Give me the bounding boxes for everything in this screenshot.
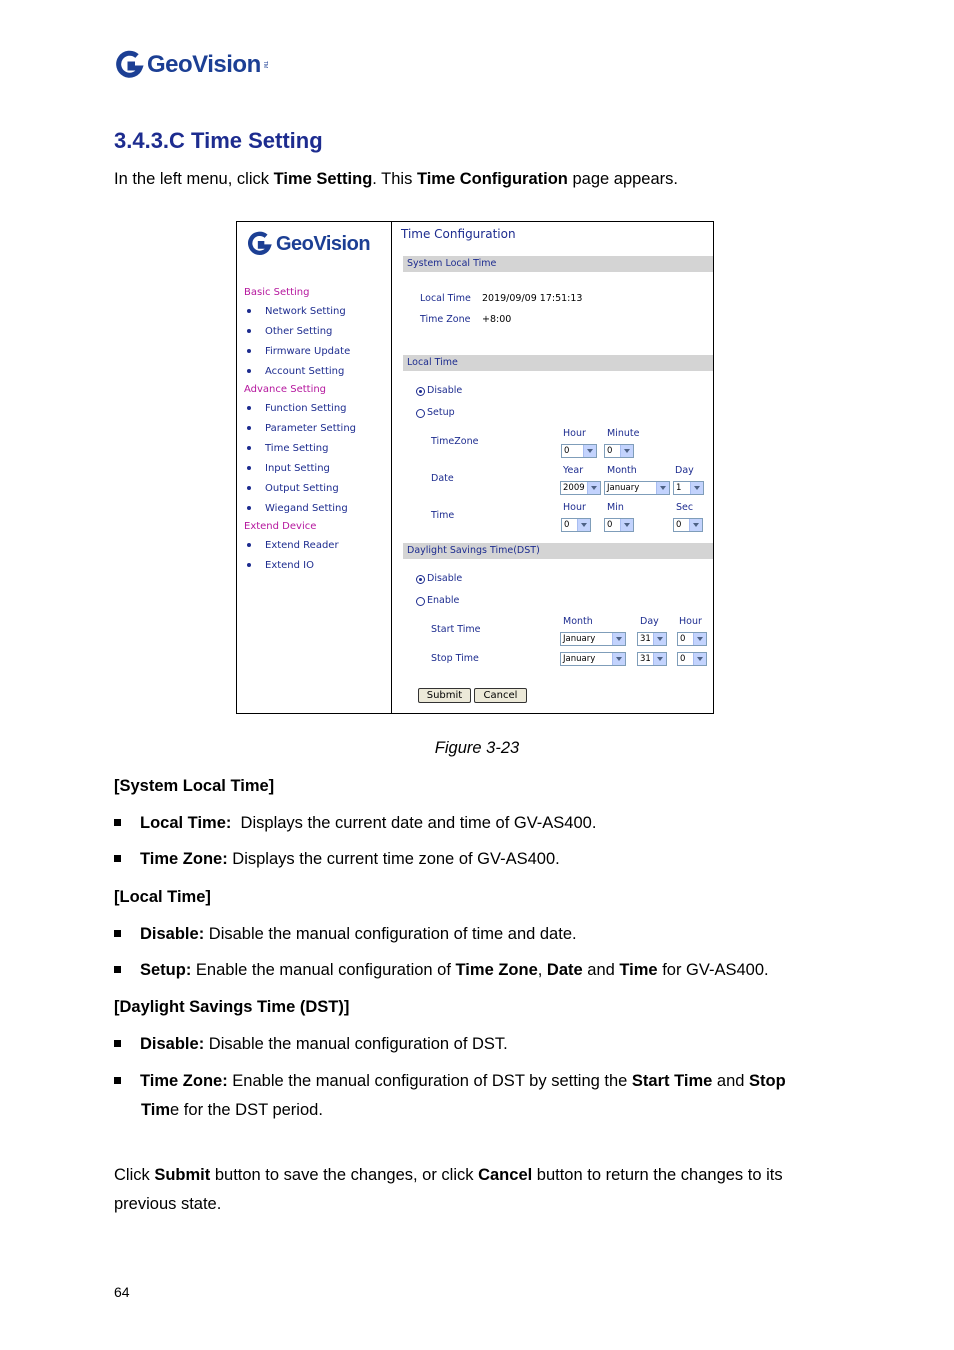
select-value: 31 <box>640 634 651 644</box>
menu-item-label: Parameter Setting <box>265 423 357 434</box>
bullet-bold: Stop <box>749 1072 786 1090</box>
para-bold: Submit <box>154 1166 211 1184</box>
menu-item-label: Wiegand Setting <box>265 503 348 514</box>
bullet-text: Disable the manual configuration of time and date. <box>204 925 577 943</box>
start-time-label: Start Time <box>431 624 481 635</box>
menu-item-input-setting[interactable] <box>247 463 330 474</box>
tz-hour-select[interactable] <box>561 444 597 458</box>
bullet-bold: Tim <box>141 1101 171 1119</box>
heading-local-time: [Local Time] <box>114 888 211 906</box>
select-value: 0 <box>564 520 570 530</box>
local-time-disable-label: Disable <box>427 385 463 396</box>
start-hour-select[interactable] <box>677 632 707 646</box>
menu-heading-extend: Extend Device <box>244 521 317 532</box>
local-time-disable-radio[interactable] <box>416 387 425 396</box>
select-value: 0 <box>680 634 686 644</box>
bullet-text: and <box>582 961 620 979</box>
bullet-icon <box>247 329 251 333</box>
bullet-text: Displays the current time zone of GV-AS400. <box>227 850 560 868</box>
start-month-select[interactable] <box>560 632 626 646</box>
select-value: January <box>607 483 640 493</box>
date-month-select[interactable] <box>604 481 670 495</box>
select-value: 0 <box>564 446 570 456</box>
time-min-header: Min <box>607 502 624 513</box>
stop-month-select[interactable] <box>560 652 626 666</box>
date-year-select[interactable] <box>560 481 601 495</box>
geovision-logo-icon <box>115 50 145 80</box>
chevron-down-icon <box>656 482 669 494</box>
bullet-icon <box>247 426 251 430</box>
time-sec-select[interactable] <box>673 518 703 532</box>
select-value: 0 <box>680 654 686 664</box>
local-time-label: Local Time <box>420 293 471 304</box>
menu-item-label: Input Setting <box>265 463 330 474</box>
bullet-term: Time Zone: <box>140 850 228 868</box>
dst-month-header: Month <box>563 616 593 627</box>
menu-item-parameter-setting[interactable] <box>247 423 356 434</box>
select-value: 2009 <box>563 483 585 493</box>
time-zone-label: Time Zone <box>420 314 471 325</box>
menu-item-other-setting[interactable] <box>247 326 332 337</box>
bullet-icon <box>247 563 251 567</box>
para-text: Click <box>114 1166 155 1184</box>
chevron-down-icon <box>612 653 625 665</box>
day-header: Day <box>675 465 694 476</box>
menu-item-function-setting[interactable] <box>247 403 347 414</box>
band-local-time: Local Time <box>403 355 713 371</box>
chevron-down-icon <box>693 633 706 645</box>
bullet-icon <box>247 446 251 450</box>
figure-logo <box>247 231 370 257</box>
chevron-down-icon <box>653 633 666 645</box>
page-number: 64 <box>114 1284 130 1300</box>
dst-enable-label: Enable <box>427 595 460 606</box>
menu-item-firmware-update[interactable] <box>247 346 350 357</box>
square-bullet-icon <box>114 930 121 937</box>
band-system-local-time: System Local Time <box>403 256 713 272</box>
menu-item-output-setting[interactable] <box>247 483 339 494</box>
tz-minute-select[interactable] <box>604 444 634 458</box>
logo-wordmark: GeoVision <box>147 51 261 78</box>
menu-item-wiegand-setting[interactable] <box>247 503 348 514</box>
year-header: Year <box>563 465 584 476</box>
bullet-text: , <box>537 961 547 979</box>
heading-dst: [Daylight Savings Time (DST)] <box>114 998 350 1016</box>
time-label: Time <box>431 510 455 521</box>
para-bold: Cancel <box>478 1166 533 1184</box>
bullet-text: e for the DST period. <box>170 1101 323 1119</box>
dst-day-header: Day <box>640 616 659 627</box>
bullet-icon <box>247 466 251 470</box>
square-bullet-icon <box>114 1040 121 1047</box>
dst-disable-label: Disable <box>427 573 463 584</box>
select-value: 31 <box>640 654 651 664</box>
bullet-time-zone <box>114 850 560 869</box>
bullet-bold: Date <box>546 961 583 979</box>
cancel-button[interactable]: Cancel <box>474 688 527 703</box>
menu-item-label: Other Setting <box>265 326 333 337</box>
bullet-bold: Start Time <box>631 1072 713 1090</box>
chevron-down-icon <box>689 519 702 531</box>
bullet-text: Disable the manual configuration of DST. <box>204 1035 508 1053</box>
figure-screenshot <box>236 221 714 714</box>
time-min-select[interactable] <box>604 518 634 532</box>
select-value: 1 <box>676 483 682 493</box>
menu-item-label: Account Setting <box>265 366 345 377</box>
logo-tm: TM <box>261 61 268 69</box>
intro-paragraph <box>114 170 678 189</box>
time-zone-value: +8:00 <box>482 314 512 325</box>
para-text: button to return the changes to its previous state. <box>114 1166 788 1213</box>
bullet-icon <box>247 486 251 490</box>
left-menu <box>237 222 392 713</box>
tz-minute-header: Minute <box>607 428 640 439</box>
bullet-bold: Time <box>619 961 658 979</box>
page-title: Time Configuration <box>401 227 516 241</box>
square-bullet-icon <box>114 1077 121 1084</box>
intro-bold: Time Configuration <box>416 170 568 188</box>
menu-heading-advance: Advance Setting <box>244 384 327 395</box>
square-bullet-icon <box>114 819 121 826</box>
start-day-select[interactable] <box>637 632 667 646</box>
bullet-disable <box>114 925 577 944</box>
geovision-logo <box>115 50 268 80</box>
intro-text: page appears. <box>567 170 678 188</box>
menu-item-label: Extend IO <box>265 560 314 571</box>
bullet-term: Disable: <box>140 1035 205 1053</box>
chevron-down-icon <box>690 482 703 494</box>
stop-day-select[interactable] <box>637 652 667 666</box>
date-day-select[interactable] <box>673 481 704 495</box>
menu-item-label: Firmware Update <box>265 346 351 357</box>
bullet-term: Setup: <box>140 961 192 979</box>
month-header: Month <box>607 465 637 476</box>
bullet-bold: Time Zone <box>455 961 538 979</box>
bullet-icon <box>247 369 251 373</box>
submit-button[interactable]: Submit <box>418 688 471 703</box>
chevron-down-icon <box>620 519 633 531</box>
local-time-setup-radio[interactable] <box>416 409 425 418</box>
chevron-down-icon <box>693 653 706 665</box>
bullet-text: Displays the current date and time of GV-AS400. <box>231 814 597 832</box>
chevron-down-icon <box>612 633 625 645</box>
local-time-value: 2019/09/09 17:51:13 <box>482 293 583 304</box>
select-value: 0 <box>607 446 613 456</box>
menu-item-time-setting[interactable] <box>247 443 328 454</box>
section-title: 3.4.3.C Time Setting <box>114 128 323 153</box>
menu-item-label: Output Setting <box>265 483 339 494</box>
geovision-logo-icon <box>247 231 273 257</box>
bullet-text: Enable the manual configuration of <box>191 961 456 979</box>
local-time-setup-label: Setup <box>427 407 455 418</box>
menu-item-label: Function Setting <box>265 403 347 414</box>
stop-hour-select[interactable] <box>677 652 707 666</box>
square-bullet-icon <box>114 855 121 862</box>
intro-text: . This <box>372 170 417 188</box>
bullet-term: Disable: <box>140 925 205 943</box>
chevron-down-icon <box>653 653 666 665</box>
figure-caption: Figure 3-23 <box>434 739 520 757</box>
chevron-down-icon <box>577 519 590 531</box>
stop-time-label: Stop Time <box>431 653 479 664</box>
bullet-dst-disable <box>114 1035 508 1054</box>
para-text: button to save the changes, or click <box>210 1166 479 1184</box>
closing-paragraph <box>114 1161 844 1219</box>
bullet-dst-time-zone <box>114 1072 844 1119</box>
date-label: Date <box>431 473 454 484</box>
bullet-text: Enable the manual configuration of DST by setting the <box>227 1072 632 1090</box>
time-hour-header: Hour <box>563 502 586 513</box>
time-hour-select[interactable] <box>561 518 591 532</box>
menu-item-network-setting[interactable] <box>247 306 346 317</box>
heading-system-local-time: [System Local Time] <box>114 777 275 795</box>
menu-item-label: Extend Reader <box>265 540 339 551</box>
bullet-term: Local Time: <box>140 814 232 832</box>
menu-item-label: Time Setting <box>265 443 329 454</box>
tz-hour-header: Hour <box>563 428 586 439</box>
bullet-text: for GV-AS400. <box>657 961 769 979</box>
dst-disable-radio[interactable] <box>416 575 425 584</box>
bullet-icon <box>247 309 251 313</box>
menu-item-extend-reader[interactable] <box>247 540 339 551</box>
chevron-down-icon <box>583 445 596 457</box>
time-sec-header: Sec <box>676 502 694 513</box>
menu-item-account-setting[interactable] <box>247 366 344 377</box>
bullet-icon <box>247 506 251 510</box>
square-bullet-icon <box>114 966 121 973</box>
timezone-label: TimeZone <box>431 436 479 447</box>
chevron-down-icon <box>620 445 633 457</box>
bullet-local-time <box>114 814 596 833</box>
bullet-icon <box>247 543 251 547</box>
bullet-text: and <box>712 1072 750 1090</box>
chevron-down-icon <box>587 482 600 494</box>
band-dst: Daylight Savings Time(DST) <box>403 543 713 559</box>
intro-bold: Time Setting <box>273 170 373 188</box>
select-value: 0 <box>676 520 682 530</box>
figure-logo-wordmark: GeoVision <box>276 232 371 255</box>
intro-text: In the left menu, click <box>114 170 274 188</box>
bullet-icon <box>247 349 251 353</box>
select-value: 0 <box>607 520 613 530</box>
bullet-setup <box>114 961 769 980</box>
bullet-icon <box>247 406 251 410</box>
dst-hour-header: Hour <box>679 616 702 627</box>
bullet-term: Time Zone: <box>140 1072 228 1090</box>
bullet-continuation <box>141 1101 323 1120</box>
select-value: January <box>563 634 596 644</box>
menu-item-extend-io[interactable] <box>247 560 314 571</box>
dst-enable-radio[interactable] <box>416 597 425 606</box>
config-panel <box>393 222 713 713</box>
menu-item-label: Network Setting <box>265 306 346 317</box>
select-value: January <box>563 654 596 664</box>
menu-heading-basic: Basic Setting <box>244 287 310 298</box>
